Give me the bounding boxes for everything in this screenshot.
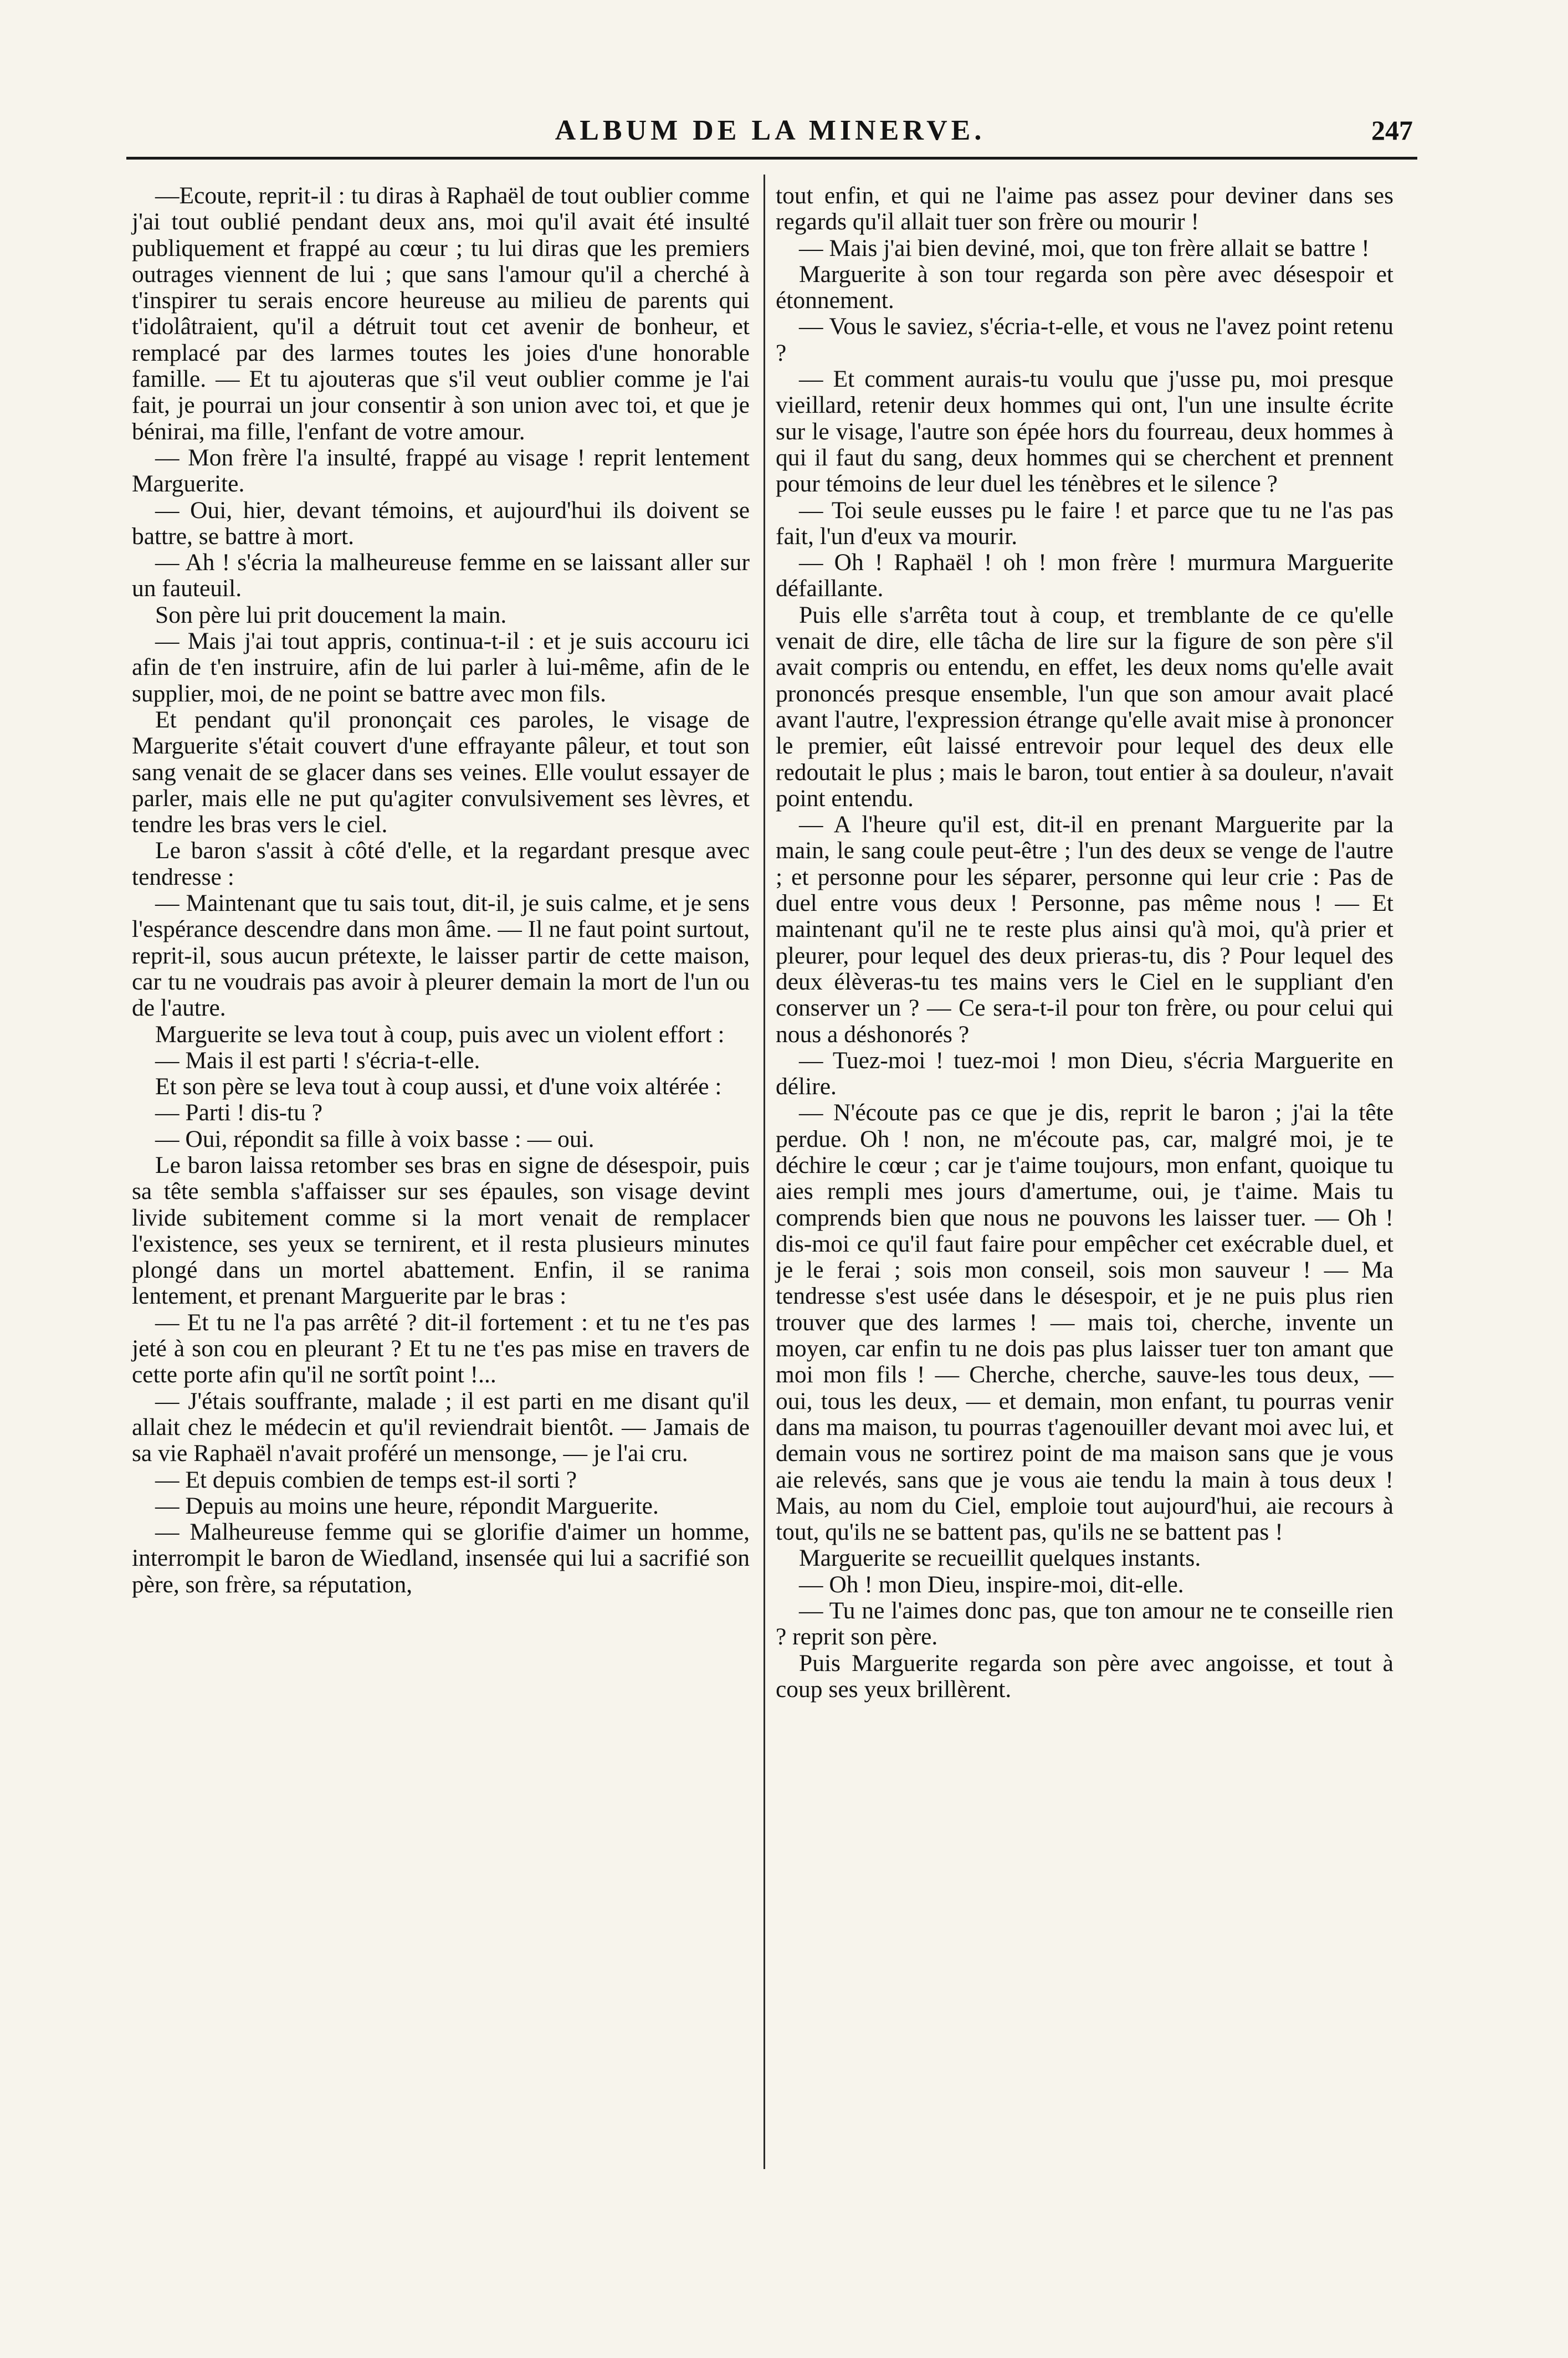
header-rule [126, 157, 1417, 160]
paragraph: — Mais il est parti ! s'écria-t-elle. [155, 1047, 480, 1074]
paragraph: Son père lui prit doucement la main. [155, 601, 507, 628]
paragraph: — Mais j'ai tout appris, continua-t-il : et je suis accouru ici afin de t'en instruire, afin de lui parler à lui-même, afin de le supplier, moi, de ne point se battre avec mon fils. [132, 628, 750, 707]
paragraph: — Et comment aurais-tu voulu que j'usse pu, moi presque vieillard, retenir deux hommes qui ont, l'un une insulte écrite sur le visage, l'autre son épée hors du fourreau, deux hommes à qui il faut du sang, deux hommes qui se cherchent et prennent pour témoins de leur duel les ténèbres et le silence ? [776, 366, 1393, 498]
paragraph: — J'étais souffrante, malade ; il est parti en me disant qu'il allait chez le médecin et qu'il reviendrait bientôt. — Jamais de sa vie Raphaël n'avait proféré un mensonge, — je l'ai cru. [132, 1387, 750, 1467]
page-number: 247 [1371, 115, 1413, 146]
paragraph: — Oh ! mon Dieu, inspire-moi, dit-elle. [799, 1571, 1184, 1598]
running-head [127, 114, 1413, 158]
paragraph: — Oui, répondit sa fille à voix basse : — oui. [155, 1125, 595, 1152]
paragraph: — Et depuis combien de temps est-il sorti ? [155, 1466, 577, 1493]
paragraph: — Oui, hier, devant témoins, et aujourd'hui ils doivent se battre, se battre à mort. [132, 496, 750, 550]
right-column [776, 183, 1393, 1703]
paragraph: — Mon frère l'a insulté, frappé au visage ! reprit lentement Marguerite. [132, 444, 750, 498]
paragraph: — Vous le saviez, s'écria-t-elle, et vous ne l'avez point retenu ? [776, 313, 1393, 366]
paragraph: — Tu ne l'aimes donc pas, que ton amour ne te conseille rien ? reprit son père. [776, 1597, 1393, 1650]
paragraph: Et pendant qu'il prononçait ces paroles, le visage de Marguerite s'était couvert d'une effrayante pâleur, et tout son sang venait de se glacer dans ses veines. Elle voulut essayer de parler, mais elle ne put qu'agiter convulsivement ses lèvres, et tendre les bras vers le ciel. [132, 706, 750, 838]
paragraph: —Ecoute, reprit-il : tu diras à Raphaël de tout oublier comme j'ai tout oublié pendant deux ans, moi qu'il avait été insulté publiquement et frappé au cœur ; tu lui diras que les premiers outrages viennent de lui ; que sans l'amour qu'il a cherché à t'inspirer tu serais encore heureuse au milieu de parents qui t'idolâtraient, qu'il a détruit tout cet avenir de bonheur, et remplacé par des larmes toutes les joies d'une honorable famille. — Et tu ajouteras que s'il veut oublier comme je l'ai fait, je pourrai un jour consentir à son union avec toi, et que je bénirai, ma fille, l'enfant de votre amour. [132, 182, 750, 445]
paragraph: — Parti ! dis-tu ? [155, 1099, 323, 1126]
paragraph: Et son père se leva tout à coup aussi, et d'une voix altérée : [155, 1073, 722, 1100]
paragraph: Marguerite se leva tout à coup, puis avec un violent effort : [155, 1021, 725, 1048]
running-title: ALBUM DE LA MINERVE. [555, 115, 986, 146]
paragraph: Le baron s'assit à côté d'elle, et la regardant presque avec tendresse : [132, 837, 750, 890]
paragraph: — Malheureuse femme qui se glorifie d'aimer un homme, interrompit le baron de Wiedland, insensée qui lui a sacrifié son père, son frère, sa réputation, [132, 1519, 750, 1598]
paragraph: — Tuez-moi ! tuez-moi ! mon Dieu, s'écria Marguerite en délire. [776, 1047, 1393, 1100]
paragraph: — A l'heure qu'il est, dit-il en prenant Marguerite par la main, le sang coule peut-être ; l'un des deux se venge de l'autre ; et personne pour les séparer, personne qui leur crie : Pas de duel entre vous deux ! Personne, pas même nous ! — Et maintenant qu'il ne te reste plus ainsi qu'à moi, qu'à prier et pleurer, pour lequel des deux prieras-tu, dis ? Pour lequel des deux élèveras-tu tes mains vers le Ciel en le suppliant d'en conserver un ? — Ce sera-t-il pour ton frère, ou pour celui qui nous a déshonorés ? [776, 811, 1393, 1048]
paragraph: Marguerite à son tour regarda son père avec désespoir et étonnement. [776, 260, 1393, 314]
paragraph: — Depuis au moins une heure, répondit Marguerite. [155, 1492, 659, 1519]
paragraph: — Mais j'ai bien deviné, moi, que ton frère allait se battre ! [799, 234, 1370, 262]
paragraph: — Ah ! s'écria la malheureuse femme en se laissant aller sur un fauteuil. [132, 549, 750, 602]
paragraph: Le baron laissa retomber ses bras en signe de désespoir, puis sa tête sembla s'affaisser sur ses épaules, son visage devint livide subitement comme si la mort venait de remplacer l'existence, ses yeux se ternirent, et il resta plusieurs minutes plongé dans un mortel abattement. Enfin, il se ranima lentement, et prenant Marguerite par le bras : [132, 1151, 750, 1310]
paragraph: — Toi seule eusses pu le faire ! et parce que tu ne l'as pas fait, l'un d'eux va mourir. [776, 496, 1393, 550]
continued-paragraph: tout enfin, et qui ne l'aime pas assez pour deviner dans ses regards qu'il allait tuer son frère ou mourir ! [776, 182, 1393, 235]
paragraph: — Maintenant que tu sais tout, dit-il, je suis calme, et je sens l'espérance descendre dans mon âme. — Il ne faut point surtout, reprit-il, sous aucun prétexte, le laisser partir de cette maison, car tu ne voudrais pas avoir à pleurer demain la mort de l'un ou de l'autre. [132, 890, 750, 1022]
left-column [132, 183, 750, 1598]
paragraph: — Et tu ne l'a pas arrêté ? dit-il fortement : et tu ne t'es pas jeté à son cou en pleurant ? Et tu ne t'es pas mise en travers de cette porte afin qu'il ne sortît point !... [132, 1309, 750, 1388]
paragraph: — Oh ! Raphaël ! oh ! mon frère ! murmura Marguerite défaillante. [776, 549, 1393, 602]
paragraph: Puis Marguerite regarda son père avec angoisse, et tout à coup ses yeux brillèrent. [776, 1649, 1393, 1703]
paragraph: Puis elle s'arrêta tout à coup, et tremblante de ce qu'elle venait de dire, elle tâcha de lire sur la figure de son père s'il avait compris ou entendu, en effet, les deux noms qu'elle avait prononcés presque ensemble, l'un que son amour avait placé avant l'autre, l'expression étrange qu'elle avait mise à prononcer le premier, eût laissé entrevoir pour lequel des deux elle redoutait le plus ; mais le baron, tout entier à sa douleur, n'avait point entendu. [776, 601, 1393, 812]
column-divider [763, 175, 765, 2169]
paragraph: Marguerite se recueillit quelques instants. [799, 1545, 1201, 1572]
paragraph: — N'écoute pas ce que je dis, reprit le baron ; j'ai la tête perdue. Oh ! non, ne m'écoute pas, car, malgré moi, je te déchire le cœur ; car je t'aime toujours, mon enfant, quoique tu aies rempli mes jours d'amertume, oui, je t'aime. Mais tu comprends bien que nous ne pouvons les laisser tuer. — Oh ! dis-moi ce qu'il faut faire pour empêcher cet exécrable duel, et je le ferai ; sois mon conseil, sois mon sauveur ! — Ma tendresse s'est usée dans le désespoir, et je ne puis plus rien trouver que des larmes ! — mais toi, cherche, invente un moyen, car enfin tu ne dois pas plus laisser tuer ton amant que moi mon fils ! — Cherche, cherche, sauve-les tous deux, — oui, tous les deux, — et demain, mon enfant, tu pourras venir dans ma maison, tu pourras t'agenouiller devant moi avec lui, et demain vous ne sortirez point de ma maison sans que je vous aie relevés, sans que je vous aie tendu la main à tous deux ! Mais, au nom du Ciel, emploie tout aujourd'hui, aie recours à tout, qu'ils ne se battent pas, qu'ils ne se battent pas ! [776, 1099, 1393, 1546]
